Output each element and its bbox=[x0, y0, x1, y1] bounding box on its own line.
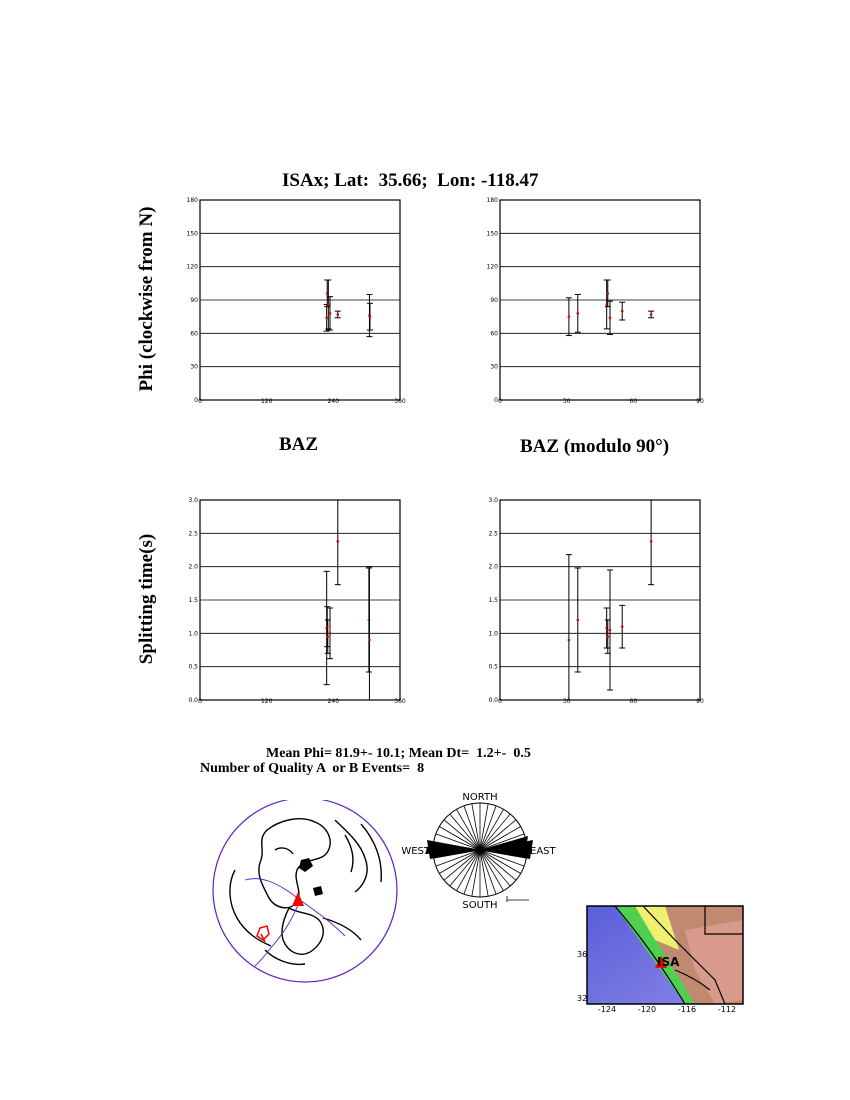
rose-diagram bbox=[395, 790, 565, 915]
y-tick-label: 120 bbox=[486, 263, 498, 271]
data-point bbox=[568, 639, 571, 642]
y-tick-label: 0.0 bbox=[188, 697, 198, 704]
x-tick-label: 0 bbox=[498, 698, 502, 705]
chart-phi-vs-baz-mod90 bbox=[480, 192, 720, 407]
x-tick-label: 240 bbox=[327, 398, 340, 405]
map-lon-tick: -112 bbox=[717, 1005, 737, 1014]
x-tick-label: 360 bbox=[394, 398, 406, 405]
y-tick-label: 180 bbox=[186, 197, 198, 204]
y-tick-label: 1.0 bbox=[488, 630, 498, 638]
regional-relief-map bbox=[575, 900, 750, 1015]
map-lat-tick: 32 bbox=[577, 994, 588, 1003]
data-point bbox=[609, 316, 612, 319]
x-tick-label: 240 bbox=[327, 698, 340, 705]
x-tick-label: 60 bbox=[629, 698, 638, 705]
data-point bbox=[326, 635, 329, 638]
baz-modulo-label: BAZ (modulo 90°) bbox=[520, 436, 670, 457]
x-tick-label: 90 bbox=[696, 398, 704, 405]
data-point bbox=[329, 632, 332, 635]
data-point bbox=[325, 316, 328, 319]
coastlines bbox=[230, 819, 381, 965]
y-tick-label: 60 bbox=[490, 330, 498, 338]
mean-stats: Mean Phi= 81.9+- 10.1; Mean Dt= 1.2+- 0.5 bbox=[266, 746, 531, 761]
chart-phi-vs-baz bbox=[180, 192, 420, 407]
y-tick-label: 150 bbox=[186, 230, 198, 238]
data-point bbox=[650, 313, 653, 316]
y-tick-label: 0 bbox=[494, 397, 498, 404]
map-lon-tick: -124 bbox=[597, 1005, 617, 1014]
y-tick-label: 90 bbox=[190, 297, 198, 304]
x-tick-label: 360 bbox=[394, 698, 406, 705]
y-tick-label: 30 bbox=[190, 363, 198, 371]
chart-dt-vs-baz bbox=[180, 492, 420, 707]
globe-outline bbox=[213, 800, 397, 982]
y-tick-label: 1.5 bbox=[188, 597, 198, 604]
data-point bbox=[609, 629, 612, 632]
rose-south-label: SOUTH bbox=[462, 900, 498, 911]
x-tick-label: 30 bbox=[562, 398, 571, 405]
y-tick-label: 2.0 bbox=[488, 563, 498, 571]
data-point bbox=[336, 313, 339, 316]
y-tick-label: 90 bbox=[490, 297, 498, 304]
data-point bbox=[327, 303, 330, 306]
y-tick-label: 2.5 bbox=[488, 530, 498, 538]
event-count: Number of Quality A or B Events= 8 bbox=[200, 761, 425, 776]
page-title: ISAx; Lat: 35.66; Lon: -118.47 bbox=[282, 170, 539, 191]
chart-dt-vs-baz-mod90 bbox=[480, 492, 720, 707]
x-tick-label: 120 bbox=[260, 698, 273, 705]
rose-east-label: EAST bbox=[530, 846, 556, 857]
data-point bbox=[621, 625, 624, 628]
y-tick-label: 1.0 bbox=[188, 630, 198, 638]
y-tick-label: 120 bbox=[186, 263, 198, 271]
x-tick-label: 0 bbox=[198, 698, 202, 705]
y-tick-label: 3.0 bbox=[488, 497, 498, 504]
y-tick-label: 150 bbox=[486, 230, 498, 238]
x-tick-label: 0 bbox=[498, 398, 502, 405]
x-tick-label: 0 bbox=[198, 398, 202, 405]
map-lon-tick: -120 bbox=[637, 1005, 657, 1014]
x-tick-label: 60 bbox=[629, 398, 638, 405]
map-station-label: ISA bbox=[657, 955, 680, 969]
rose-west-label: WEST bbox=[401, 846, 430, 857]
data-point bbox=[576, 619, 579, 622]
data-point bbox=[606, 292, 609, 295]
y-tick-label: 2.0 bbox=[188, 563, 198, 571]
map-lat-tick: 36 bbox=[577, 950, 588, 959]
data-point bbox=[336, 540, 339, 543]
splitting-time-axis-label: Splitting time(s) bbox=[136, 533, 157, 665]
map-lon-tick: -116 bbox=[677, 1005, 697, 1014]
data-point bbox=[576, 312, 579, 315]
y-tick-label: 0.0 bbox=[488, 697, 498, 704]
y-tick-label: 3.0 bbox=[188, 497, 198, 504]
y-tick-label: 60 bbox=[190, 330, 198, 338]
y-tick-label: 0.5 bbox=[188, 663, 198, 671]
data-point bbox=[369, 315, 372, 318]
data-point bbox=[368, 639, 371, 642]
y-tick-label: 0 bbox=[194, 397, 198, 404]
data-point bbox=[650, 540, 653, 543]
globe-projection-map bbox=[205, 800, 405, 985]
y-tick-label: 180 bbox=[486, 197, 498, 204]
x-tick-label: 90 bbox=[696, 698, 704, 705]
baz-label: BAZ bbox=[279, 434, 319, 455]
x-tick-label: 120 bbox=[260, 398, 273, 405]
y-tick-label: 1.5 bbox=[488, 597, 498, 604]
data-point bbox=[568, 315, 571, 318]
y-tick-label: 2.5 bbox=[188, 530, 198, 538]
y-tick-label: 30 bbox=[490, 363, 498, 371]
rose-north-label: NORTH bbox=[462, 792, 498, 803]
data-point bbox=[621, 310, 624, 313]
y-tick-label: 0.5 bbox=[488, 663, 498, 671]
station-marker-icon bbox=[292, 892, 304, 906]
x-tick-label: 30 bbox=[562, 698, 571, 705]
landmass-fill bbox=[299, 858, 323, 896]
phi-axis-label: Phi (clockwise from N) bbox=[136, 206, 157, 392]
data-point bbox=[329, 312, 332, 315]
data-point bbox=[606, 635, 609, 638]
